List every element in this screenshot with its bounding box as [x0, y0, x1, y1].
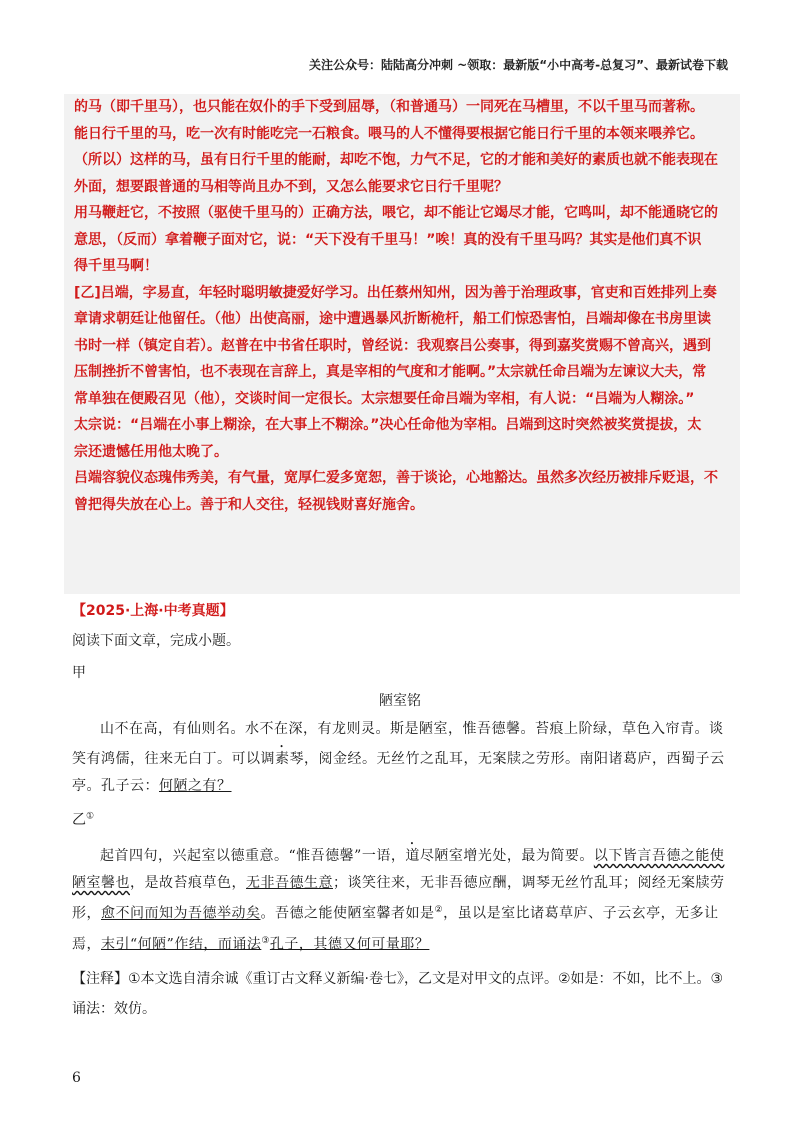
- commentary-text: 起首四句，兴起室以德重意。“惟吾德馨”一语，: [100, 848, 406, 864]
- page-number: 6: [72, 1070, 81, 1086]
- commentary-text: ；谈笑往来，无非吾德应酬，调琴无丝竹乱耳；阅经无案牍劳形，: [72, 875, 725, 922]
- underlined-phrase: 无非吾德生意: [246, 875, 333, 891]
- answer-line: 压制挫折不曾害怕，也不表现在言辞上，真是宰相的气度和才能啊。”太宗就任命吕端为左谏议大夫，常: [74, 364, 707, 380]
- instruction-text: 阅读下面文章，完成小题。: [72, 633, 240, 649]
- wavy-underlined-phrase: 以下皆言吾德之能使陋室馨也: [72, 848, 725, 891]
- answer-translation-box: [64, 94, 740, 594]
- underlined-phrase: 末引“何陋”作结，而诵法: [101, 936, 262, 953]
- underlined-phrase: 愈不问而知为吾德举动矣: [101, 905, 261, 922]
- annotation-notes: 【注释】①本文选自清余诚《重订古文释义新编·卷七》，乙文是对甲文的点评。②如是：不如，比不上。③诵法：效仿。: [72, 971, 724, 1017]
- poem-title: 陋室铭: [379, 693, 421, 709]
- answer-line: 的马（即千里马），也只能在奴仆的手下受到屈辱，（和普通马）一同死在马槽里，不以千里马而著称。: [74, 99, 704, 115]
- footnote-mark: ①: [86, 811, 95, 822]
- answer-line: 书时一样（镇定自若）。赵普在中书省任职时，曾经说：我观察吕公奏事，得到嘉奖赏赐不曾高兴，遇到: [74, 337, 711, 354]
- answer-line: 曾把得失放在心上。善于和人交往，轻视钱财喜好施舍。: [74, 496, 424, 513]
- answer-line: （所以）这样的马，虽有日行千里的能耐，却吃不饱，力气不足，它的才能和美好的素质也就不能表现在: [74, 152, 718, 168]
- commentary-text: ，虽以是室比诸葛草庐、子云玄亭，无多让焉，: [72, 905, 719, 953]
- footnote-mark: ③: [261, 935, 270, 946]
- section-label-yi: 乙①: [72, 811, 95, 828]
- underlined-phrase: 孔子，其德又何可量耶？: [269, 936, 430, 953]
- poem-text-b: 琴，阅金经。无丝竹之乱耳，无案牍之劳形。南阳诸葛庐，西蜀子云亭。孔子云：: [72, 751, 725, 794]
- answer-line: 得千里马啊！: [74, 258, 158, 274]
- commentary-text: 。吾德之能使陋室馨者如是: [260, 905, 435, 922]
- answer-line: 外面，想要跟普通的马相等尚且办不到，又怎么能要求它日行千里呢？: [74, 178, 508, 195]
- emphasized-char: 道: [405, 848, 420, 864]
- answer-line: 常单独在便殿召见（他），交谈时间一定很长。太宗想要任命吕端为宰相，有人说：“吕端为人糊涂。”: [74, 390, 695, 407]
- answer-line: 吕端容貌仪态瑰伟秀美，有气量，宽厚仁爱多宽恕，善于谈论，心地豁达。虽然多次经历被排斥贬退，不: [74, 470, 718, 486]
- poem-text-a: 山不在高，有仙则名。水不在深，有龙则灵。斯是陋室，惟吾德馨。苔痕上阶绿，草色入帘青。谈笑有鸿儒，往来无白丁。可以调: [72, 721, 724, 767]
- commentary-text: 尽陋室增光处，最为简要。: [419, 848, 594, 864]
- answer-line: 意思，（反而）拿着鞭子面对它，说：“天下没有千里马！”唉！真的没有千里马吗？其实是他们真不识: [74, 231, 702, 248]
- emphasized-char: 素: [275, 751, 290, 767]
- commentary-text: ，是故苔痕草色，: [130, 875, 246, 891]
- commentary-body: [72, 840, 732, 958]
- footnote-mark: ②: [434, 905, 444, 915]
- underlined-phrase: 何陋之有？: [159, 778, 232, 794]
- page-header: 关注公众号：陆陆高分冲刺 ~领取：最新版“小中高考-总复习”、最新试卷下载: [309, 58, 728, 72]
- exam-source-tag: 【2025·上海·中考真题】: [72, 603, 234, 619]
- answer-line: [乙]吕端，字易直，年轻时聪明敏捷爱好学习。出任蔡州知州，因为善于治理政事，官吏和百姓排列上奏: [74, 284, 717, 301]
- answer-line: 章请求朝廷让他留任。（他）出使高丽，途中遭遇暴风折断桅杆，船工们惊恐害怕，吕端却像在书房里读: [74, 311, 711, 327]
- answer-line: 用马鞭赶它，不按照（驱使千里马的）正确方法，喂它，却不能让它竭尽才能，它鸣叫，却不能通晓它的: [74, 205, 718, 221]
- poem-body: [72, 716, 732, 800]
- answer-line: 宗还遗憾任用他太晚了。: [74, 443, 228, 460]
- section-label-jia: 甲: [72, 665, 86, 681]
- answer-line: 太宗说：“吕端在小事上糊涂，在大事上不糊涂。”决心任命他为宰相。吕端到这时突然被奖赏提拔，太: [74, 417, 702, 433]
- answer-line: 能日行千里的马，吃一次有时能吃完一石粮食。喂马的人不懂得要根据它能日行千里的本领来喂养它。: [74, 125, 704, 142]
